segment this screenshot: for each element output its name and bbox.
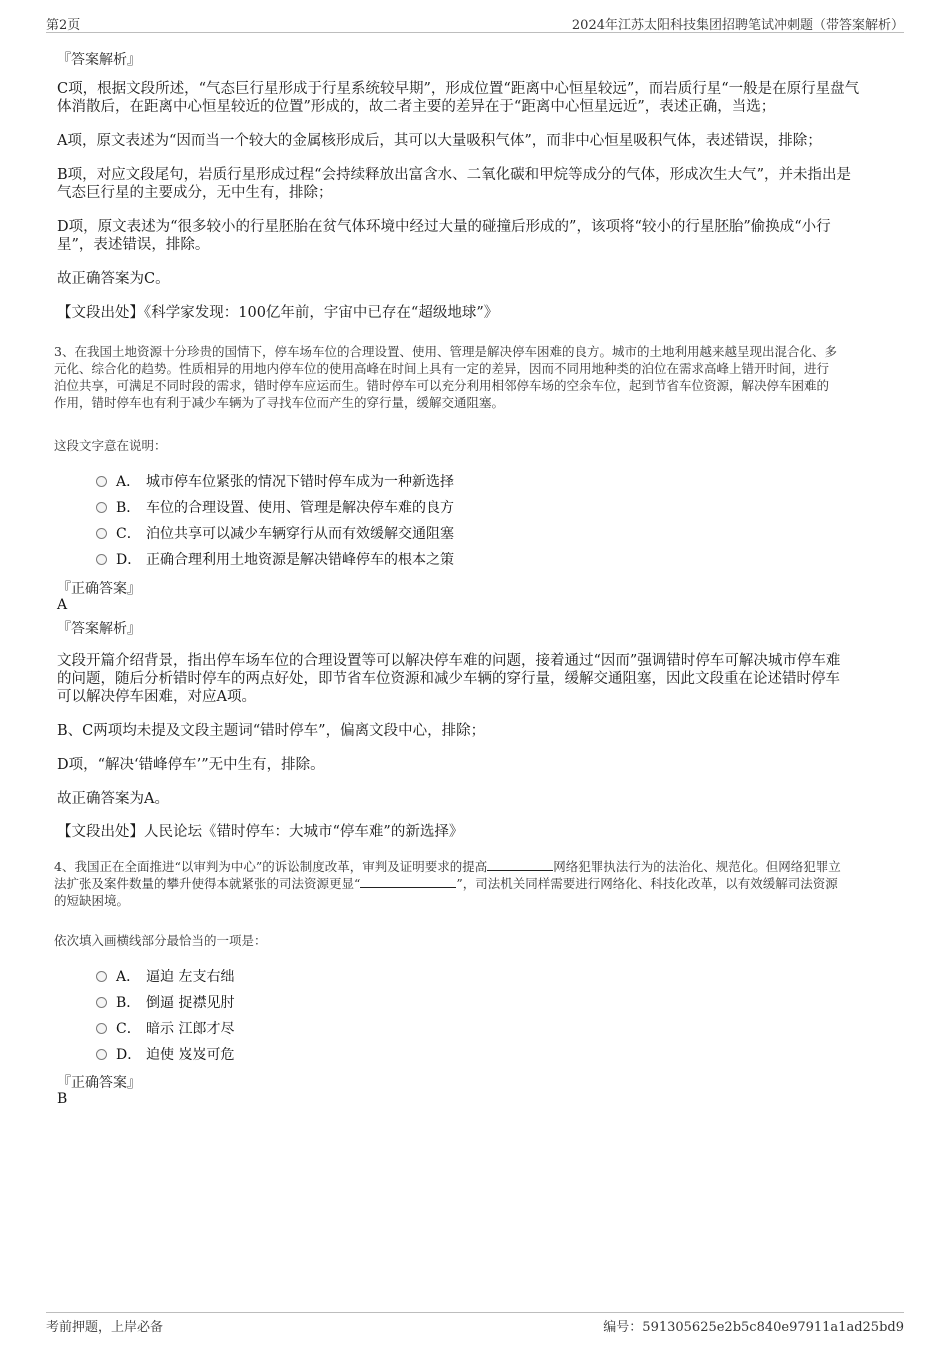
option-text: 车位的合理设置、使用、管理是解决停车难的良方 <box>146 500 454 516</box>
text-line: 体消散后，在距离中心恒星较近的位置”形成的，故二者主要的差异在于“距离中心恒星远近”，表述正确，当选； <box>57 99 776 115</box>
correct-answer: B <box>57 1091 68 1107</box>
option-c[interactable]: C． 暗示 江郎才尽 <box>96 1018 234 1038</box>
page-number: 第2页 <box>46 18 81 33</box>
text-line: 可以解决停车困难，对应A项。 <box>57 689 256 705</box>
question-4-stem <box>54 858 904 909</box>
source-note: 【文段出处】人民论坛《错时停车：大城市“停车难”的新选择》 <box>57 824 464 840</box>
option-d[interactable]: D． 正确合理利用土地资源是解决错峰停车的根本之策 <box>96 549 454 569</box>
text-line: 法扩张及案件数量的攀升使得本就紧张的司法资源更显“ ”，司法机关同样需要进行网络化、科技化改革，以有效缓解司法资源 <box>54 876 838 891</box>
option-text: 逼迫 左支右绌 <box>146 969 235 985</box>
option-text: 城市停车位紧张的情况下错时停车成为一种新选择 <box>146 474 454 490</box>
radio-icon[interactable] <box>96 971 107 982</box>
option-b[interactable]: B． 车位的合理设置、使用、管理是解决停车难的良方 <box>96 497 454 517</box>
text-line: C项，根据文段所述，“气态巨行星形成于行星系统较早期”，形成位置“距离中心恒星较远”，而岩质行星“一般是在原行星盘气 <box>57 81 860 97</box>
analysis-label: 『答案解析』 <box>57 621 141 637</box>
analysis-text <box>57 652 840 706</box>
question-3-prompt: 这段文字意在说明： <box>54 438 167 453</box>
blank-1 <box>487 858 553 871</box>
radio-icon[interactable] <box>96 528 107 539</box>
analysis-option-b <box>57 166 851 202</box>
page-footer <box>46 1312 904 1335</box>
page-header <box>46 14 904 33</box>
option-d[interactable]: D． 迫使 岌岌可危 <box>96 1044 234 1064</box>
text-line: 气态巨行星的主要成分，无中生有，排除； <box>57 185 333 201</box>
analysis-option-a: A项，原文表述为“因而当一个较大的金属核形成后，其可以大量吸积气体”，而非中心恒星吸积气体，表述错误，排除； <box>57 133 822 149</box>
blank-2 <box>360 875 456 888</box>
analysis-option-bc: B、C两项均未提及文段主题词“错时停车”，偏离文段中心，排除； <box>57 723 486 739</box>
radio-icon[interactable] <box>96 997 107 1008</box>
text-line: 的问题，随后分析错时停车的两点好处，即节省车位资源和减少车辆的穿行量，缓解交通阻塞，因此文段重在论述错时停车 <box>57 671 840 687</box>
analysis-option-d: D项，“解决‘错峰停车’”无中生有，排除。 <box>57 757 325 773</box>
radio-icon[interactable] <box>96 1023 107 1034</box>
text-line: 的短缺困境。 <box>54 893 130 908</box>
footer-slogan: 考前押题，上岸必备 <box>46 1320 164 1335</box>
text-line: D项，原文表述为“很多较小的行星胚胎在贫气体环境中经过大量的碰撞后形成的”，该项将“较小的行星胚胎”偷换成“小行 <box>57 219 831 235</box>
document-id: 编号：591305625e2b5c840e97911a1ad25bd9 <box>603 1320 904 1335</box>
question-3-stem <box>54 343 837 411</box>
option-c[interactable]: C． 泊位共享可以减少车辆穿行从而有效缓解交通阻塞 <box>96 523 454 543</box>
radio-icon[interactable] <box>96 502 107 513</box>
option-text: 泊位共享可以减少车辆穿行从而有效缓解交通阻塞 <box>146 526 454 542</box>
radio-icon[interactable] <box>96 476 107 487</box>
analysis-option-c <box>57 80 859 116</box>
radio-icon[interactable] <box>96 1049 107 1060</box>
text-line: 3、在我国土地资源十分珍贵的国情下，停车场车位的合理设置、使用、管理是解决停车困难的良方。城市的土地利用越来越呈现出混合化、多 <box>54 344 837 359</box>
correct-answer-label: 『正确答案』 <box>57 581 141 597</box>
text-line: B项，对应文段尾句，岩质行星形成过程“会持续释放出富含水、二氧化碳和甲烷等成分的气体，形成次生大气”，并未指出是 <box>57 167 851 183</box>
option-a[interactable]: A． 城市停车位紧张的情况下错时停车成为一种新选择 <box>96 471 454 491</box>
correct-answer: A <box>57 597 68 613</box>
text-line: 文段开篇介绍背景，指出停车场车位的合理设置等可以解决停车难的问题，接着通过“因而”强调错时停车可解决城市停车难 <box>57 653 841 669</box>
source-note: 【文段出处】《科学家发现：100亿年前，宇宙中已存在“超级地球”》 <box>57 305 499 321</box>
conclusion: 故正确答案为C。 <box>57 271 170 287</box>
text-line: 泊位共享，可满足不同时段的需求，错时停车应运而生。错时停车可以充分利用相邻停车场的空余车位，起到节省车位资源，解决停车困难的 <box>54 378 830 393</box>
analysis-option-d <box>57 218 831 254</box>
option-a[interactable]: A． 逼迫 左支右绌 <box>96 966 234 986</box>
correct-answer-label: 『正确答案』 <box>57 1075 141 1091</box>
question-4-prompt: 依次填入画横线部分最恰当的一项是： <box>54 933 267 948</box>
option-text: 暗示 江郎才尽 <box>146 1021 235 1037</box>
text-line: 作用，错时停车也有利于减少车辆为了寻找车位而产生的穿行量，缓解交通阻塞。 <box>54 395 505 410</box>
conclusion: 故正确答案为A。 <box>57 791 169 807</box>
analysis-label: 『答案解析』 <box>57 52 141 68</box>
text-line: 4、我国正在全面推进“以审判为中心”的诉讼制度改革，审判及证明要求的提高 网络犯罪执法行为的法治化、规范化。但网络犯罪立 <box>54 859 841 874</box>
text-line: 元化、综合化的趋势。性质相异的用地内停车位的使用高峰在时间上具有一定的差异，因而不同用地种类的泊位在需求高峰上错开时间，进行 <box>54 361 830 376</box>
option-b[interactable]: B． 倒逼 捉襟见肘 <box>96 992 234 1012</box>
document-title: 2024年江苏太阳科技集团招聘笔试冲刺题（带答案解析） <box>571 18 904 33</box>
option-text: 迫使 岌岌可危 <box>146 1047 235 1063</box>
option-text: 正确合理利用土地资源是解决错峰停车的根本之策 <box>146 552 454 568</box>
text-line: 星”，表述错误，排除。 <box>57 237 210 253</box>
option-text: 倒逼 捉襟见肘 <box>146 995 235 1011</box>
radio-icon[interactable] <box>96 554 107 565</box>
